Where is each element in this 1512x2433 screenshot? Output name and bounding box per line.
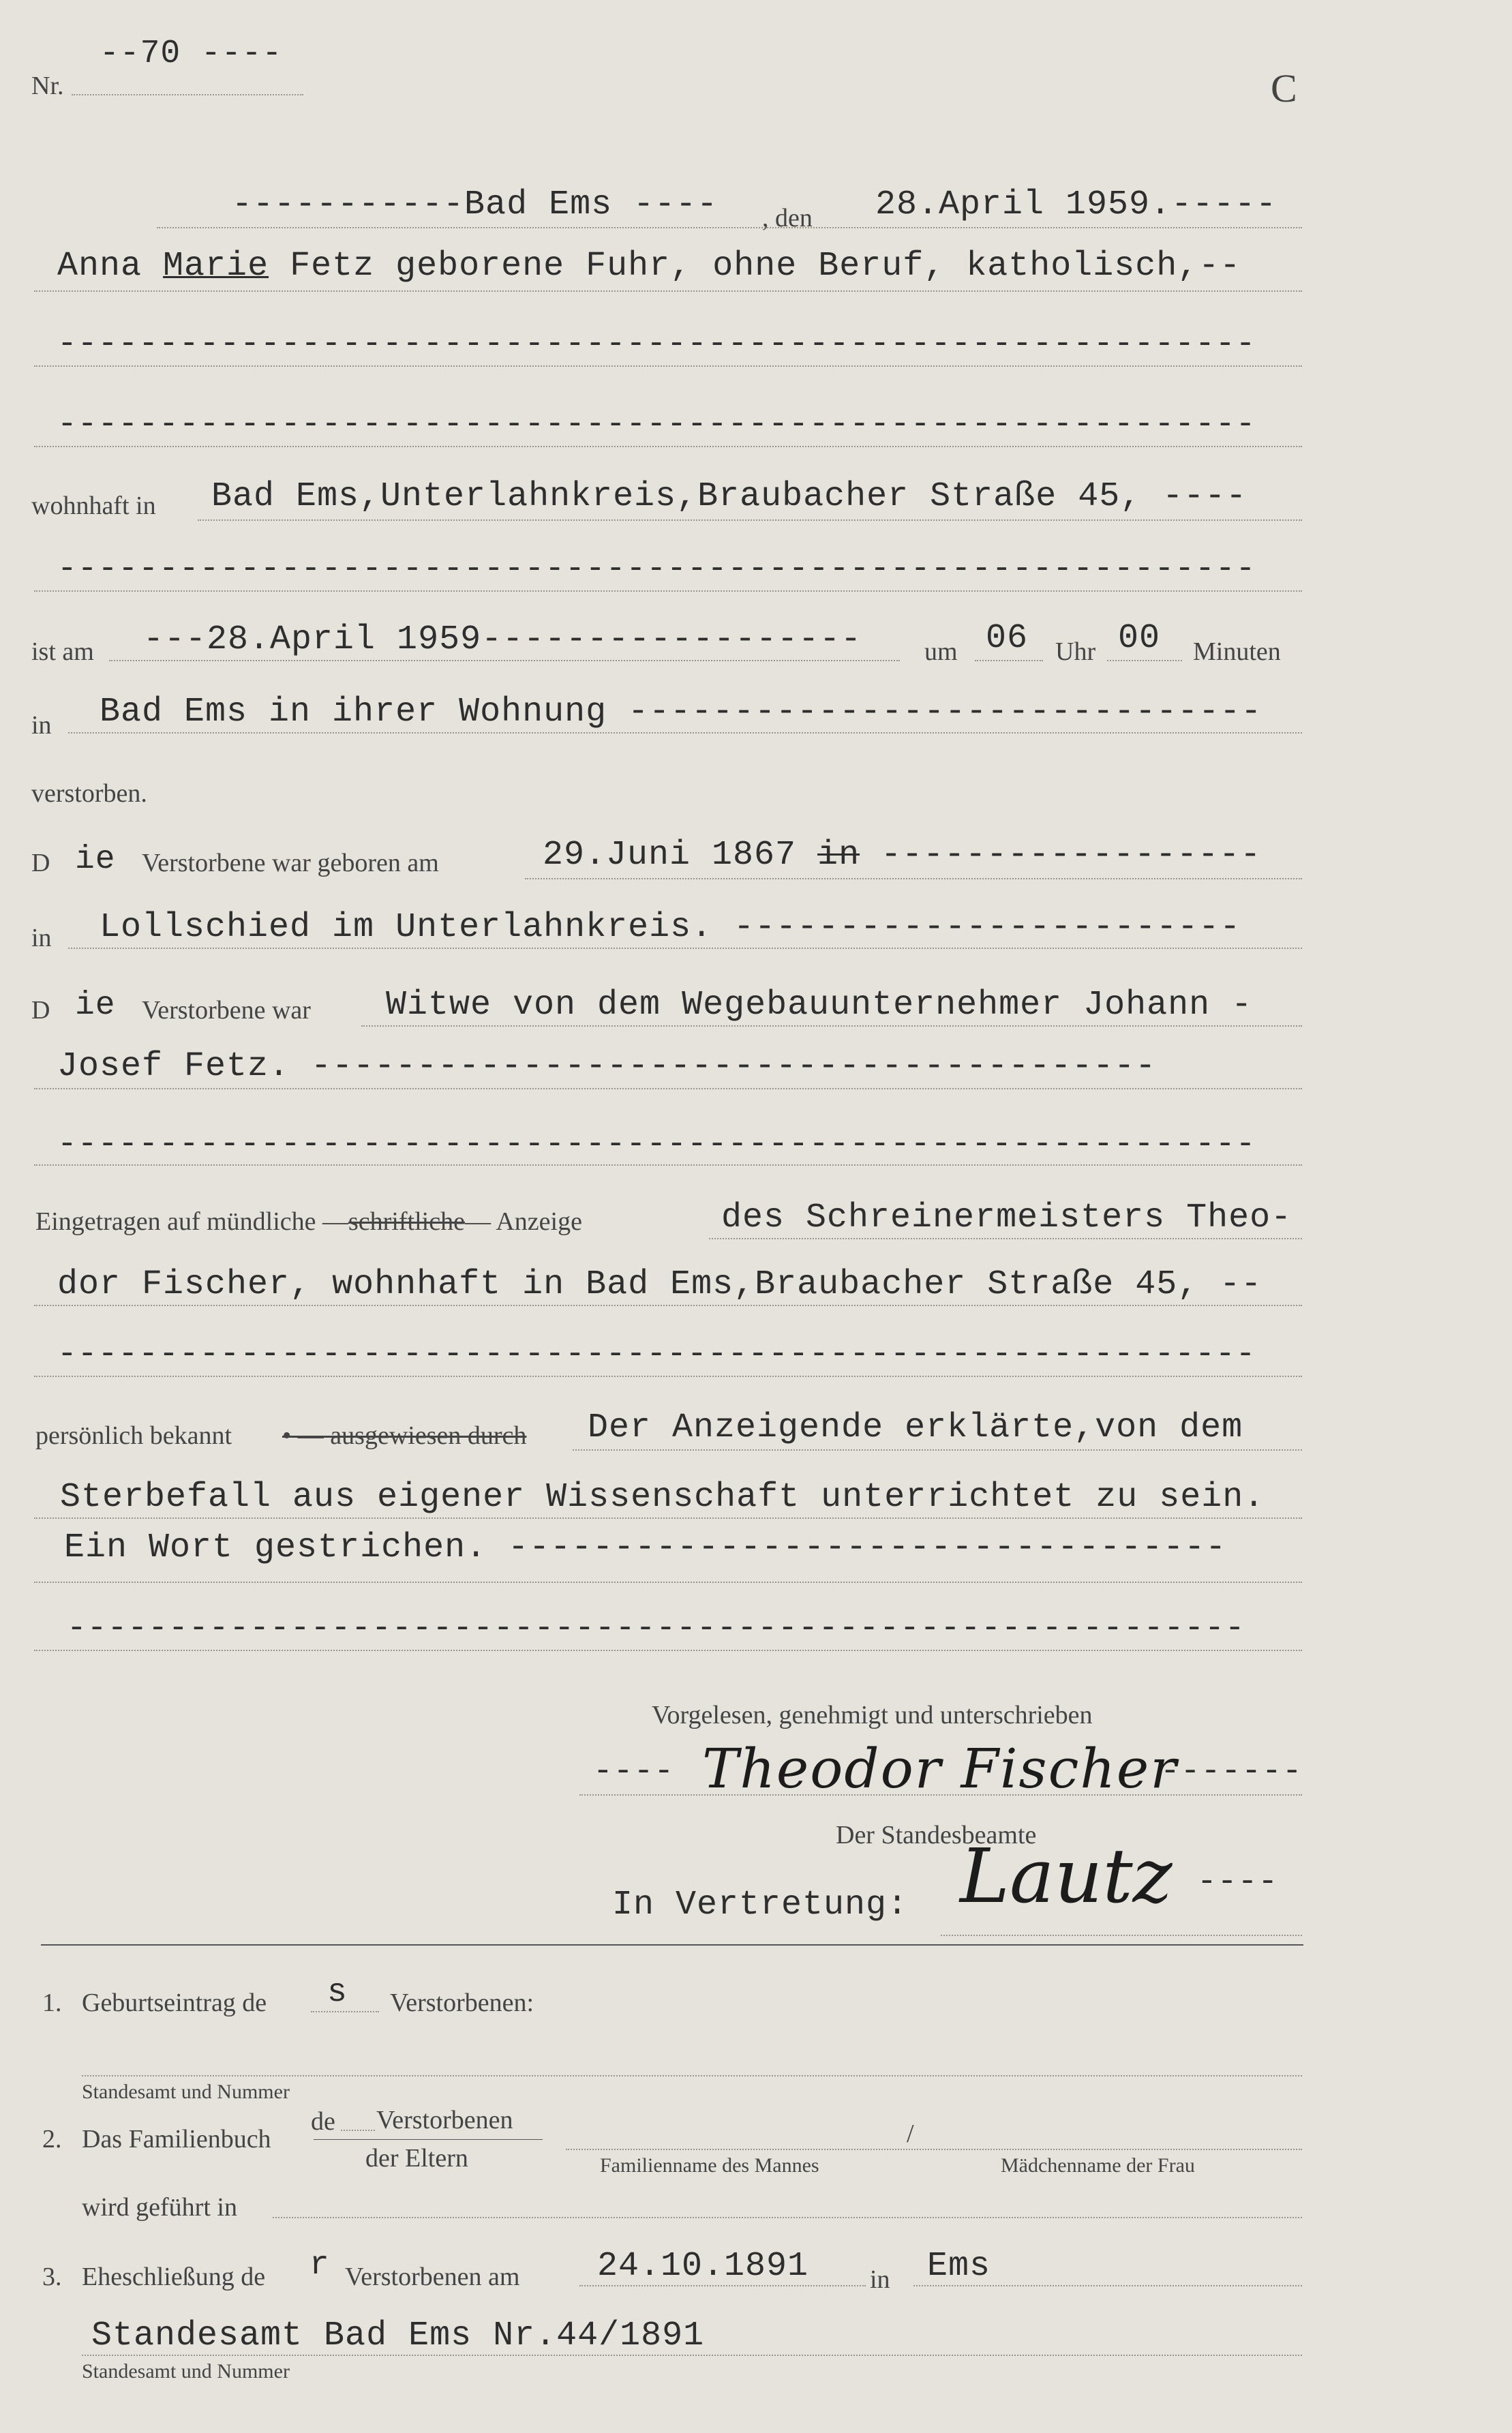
minuten-label: Minuten [1193,637,1281,666]
item1-label: Geburtseintrag de [82,1989,267,2017]
item2-frau-label: Mädchenname der Frau [1001,2154,1195,2177]
geboren-label: Verstorbene war geboren am [142,849,439,877]
item2-label: Das Familienbuch [82,2125,271,2154]
residence-address: Bad Ems,Unterlahnkreis,Braubacher Straße 45, ---- [211,477,1248,516]
birth-date-line [543,836,1261,875]
struck-ausgewiesen: • — ausgewiesen durch [282,1421,527,1450]
correction-note: Ein Wort gestrichen. ---------------------------------- [64,1528,1227,1567]
standesamt-label: Standesamt und Nummer [82,2081,290,2103]
filler-line: ---------------------------------------------------------- [67,1610,1245,1647]
filler-line: ----------------------------------------------------------- [57,1336,1256,1373]
struck-schriftliche: schriftliche [348,1207,465,1236]
registrar-signature: Lautz [960,1832,1173,1920]
filler-line: ----------------------------------------------------------- [57,1126,1256,1163]
in-vertretung-label: In Vertretung: [612,1886,909,1924]
standesbeamte-label: Der Standesbeamte [836,1821,1037,1849]
item3-label2: Verstorbenen am [345,2263,520,2291]
item1-suffix: s [327,1974,348,2011]
nr-label: Nr. [31,72,64,100]
birth-place: Lollschied im Unterlahnkreis. ------------------------ [100,908,1241,947]
marriage-date: 24.10.1891 [597,2247,809,2286]
marriage-register: Standesamt Bad Ems Nr.44/1891 [91,2316,705,2355]
item2-mann-label: Familienname des Mannes [600,2154,819,2177]
declaration-cont: Sterbefall aus eigener Wissenschaft unterrichtet zu sein. [60,1478,1265,1517]
declaration: Der Anzeigende erklärte,von dem [588,1408,1243,1447]
uhr-label: Uhr [1055,637,1096,666]
filler-line: ----------------------------------------------------------- [57,551,1256,588]
vorgelesen-label: Vorgelesen, genehmigt und unterschrieben [652,1701,1093,1729]
eingetragen-start: Eingetragen auf mündliche — [35,1207,349,1236]
standesamt-label: Standesamt und Nummer [82,2360,290,2383]
informant-address: dor Fischer, wohnhaft in Bad Ems,Braubacher Straße 45, -- [57,1265,1262,1304]
item2-eltern: der Eltern [365,2144,468,2173]
item3-label: Eheschließung de [82,2263,266,2291]
item3-number: 3. [42,2263,62,2291]
item2-verstorbenen: Verstorbenen [376,2106,513,2134]
filler-line: ----------------------------------------------------------- [57,326,1256,363]
gender-suffix: ie [75,841,116,878]
item2-number: 2. [42,2125,62,2154]
dash-right: ------- [1160,1753,1303,1790]
eingetragen-label [35,1207,582,1237]
d-label: D [31,849,50,877]
place: -----------Bad Ems ---- [232,185,719,224]
verstorben-label: verstorben. [31,779,147,808]
d-label: D [31,996,50,1025]
informant-signature: Theodor Fischer [702,1737,1178,1800]
gender-suffix: ie [75,987,116,1024]
deceased-description: Fetz geborene Fuhr, ohne Beruf, katholisch,-- [290,247,1241,286]
wohnhaft-label: wohnhaft in [31,492,156,520]
item3-suffix: r [309,2247,330,2284]
item2-gefuehrt: wird geführt in [82,2193,237,2222]
death-place: Bad Ems in ihrer Wohnung ------------------------------ [100,693,1262,731]
um-label: um [924,637,958,666]
item1-number: 1. [42,1989,62,2017]
marriage-place: Ems [927,2247,991,2286]
death-hour: 06 [986,619,1029,658]
registration-date: 28.April 1959.----- [875,185,1277,224]
item1-end: Verstorbenen: [390,1989,534,2017]
in-label: in [31,711,52,740]
dash-end: ---- [1197,1864,1279,1901]
item2-slash: / [907,2119,914,2148]
deceased-middle-name: Marie [163,247,269,286]
eingetragen-end: — Anzeige [464,1207,582,1236]
deceased-name [57,247,1241,286]
item2-de: de [311,2107,335,2136]
birth-fill: ------------------ [881,836,1262,875]
informant: des Schreinermeisters Theo- [721,1198,1292,1237]
verstorbene-war-label: Verstorbene war [142,996,311,1025]
nr-value: --70 ---- [100,35,283,72]
den-label: , den [762,204,813,232]
marital-status: Witwe von dem Wegebauunternehmer Johann - [386,986,1253,1025]
death-minute: 00 [1118,619,1161,658]
in-label: in [31,924,52,952]
page-letter: C [1271,66,1297,110]
filler-line: ----------------------------------------------------------- [57,406,1256,443]
marital-status-cont: Josef Fetz. ---------------------------------------- [57,1047,1157,1086]
struck-in: in [817,836,860,875]
ist-am-label: ist am [31,637,94,666]
dash-left: ---- [593,1753,675,1790]
bekannt-label: persönlich bekannt [35,1421,232,1450]
deceased-first-name: Anna [57,247,142,286]
death-date: ---28.April 1959------------------ [143,620,862,659]
birth-date: 29.Juni 1867 [543,836,797,875]
item3-in: in [870,2265,890,2294]
